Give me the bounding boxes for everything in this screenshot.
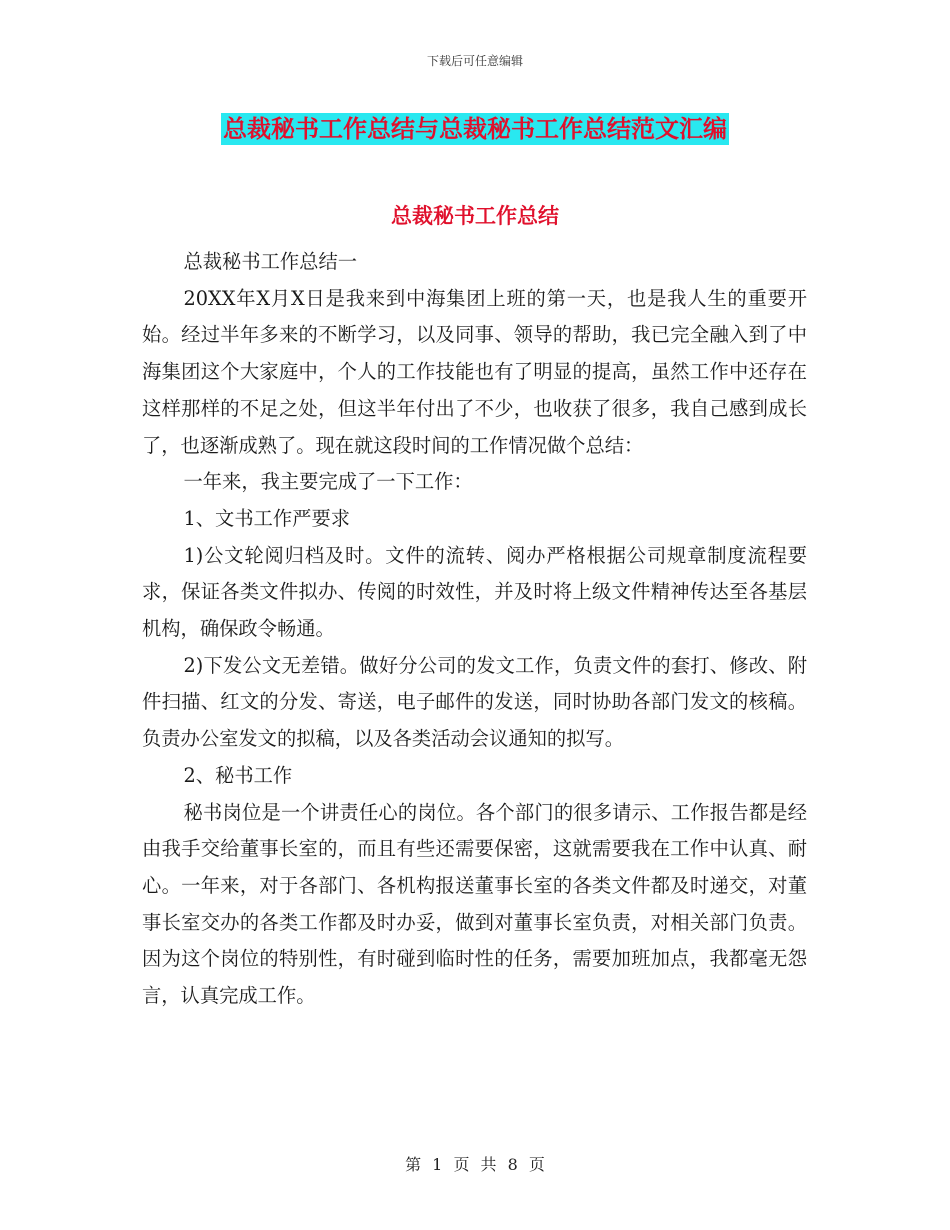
paragraph: 秘书岗位是一个讲责任心的岗位。各个部门的很多请示、工作报告都是经由我手交给董事长室的，而且有些还需要保密，这就需要我在工作中认真、耐心。一年来，对于各部门、各机构报送董事长室的各类文件都及时递交，对董事长室交办的各类工作都及时办妥，做到对董事长室负责，对相关部门负责。因为这个岗位的特别性，有时碰到临时性的任务，需要加班加点，我都毫无怨言，认真完成工作。 — [142, 800, 807, 1008]
paragraph: 20XX年X月X日是我来到中海集团上班的第一天，也是我人生的重要开始。经过半年多来的不断学习，以及同事、领导的帮助，我已完全融入到了中海集团这个大家庭中，个人的工作技能也有了明显的提高，虽然工作中还存在这样那样的不足之处，但这半年付出了不少，也收获了很多，我自己感到成长了，也逐渐成熟了。现在就这段时间的工作情况做个总结： — [142, 286, 807, 457]
paragraph-heading: 总裁秘书工作总结一 — [183, 250, 358, 273]
paragraph-heading: 2、秘书工作 — [183, 763, 293, 787]
paragraph-heading: 1、文书工作严要求 — [183, 506, 351, 530]
paragraph: 一年来，我主要完成了一下工作： — [183, 470, 473, 494]
header-note: 下载后可任意编辑 — [426, 54, 523, 68]
page-number: 第 1 页 共 8 页 — [405, 1155, 545, 1174]
document-body — [142, 222, 807, 1015]
paragraph: 1)公文轮阅归档及时。文件的流转、阅办严格根据公司规章制度流程要求，保证各类文件拟办、传阅的时效性，并及时将上级文件精神传达至各基层机构，确保政令畅通。 — [142, 543, 807, 641]
paragraph: 2)下发公文无差错。做好分公司的发文工作，负责文件的套打、修改、附件扫描、红文的分发、寄送，电子邮件的发送，同时协助各部门发文的核稿。负责办公室发文的拟稿，以及各类活动会议通知的拟写。 — [142, 653, 807, 751]
main-title-container — [0, 113, 950, 145]
section-title: 总裁秘书工作总结 — [391, 204, 559, 228]
main-title: 总裁秘书工作总结与总裁秘书工作总结范文汇编 — [223, 115, 727, 143]
